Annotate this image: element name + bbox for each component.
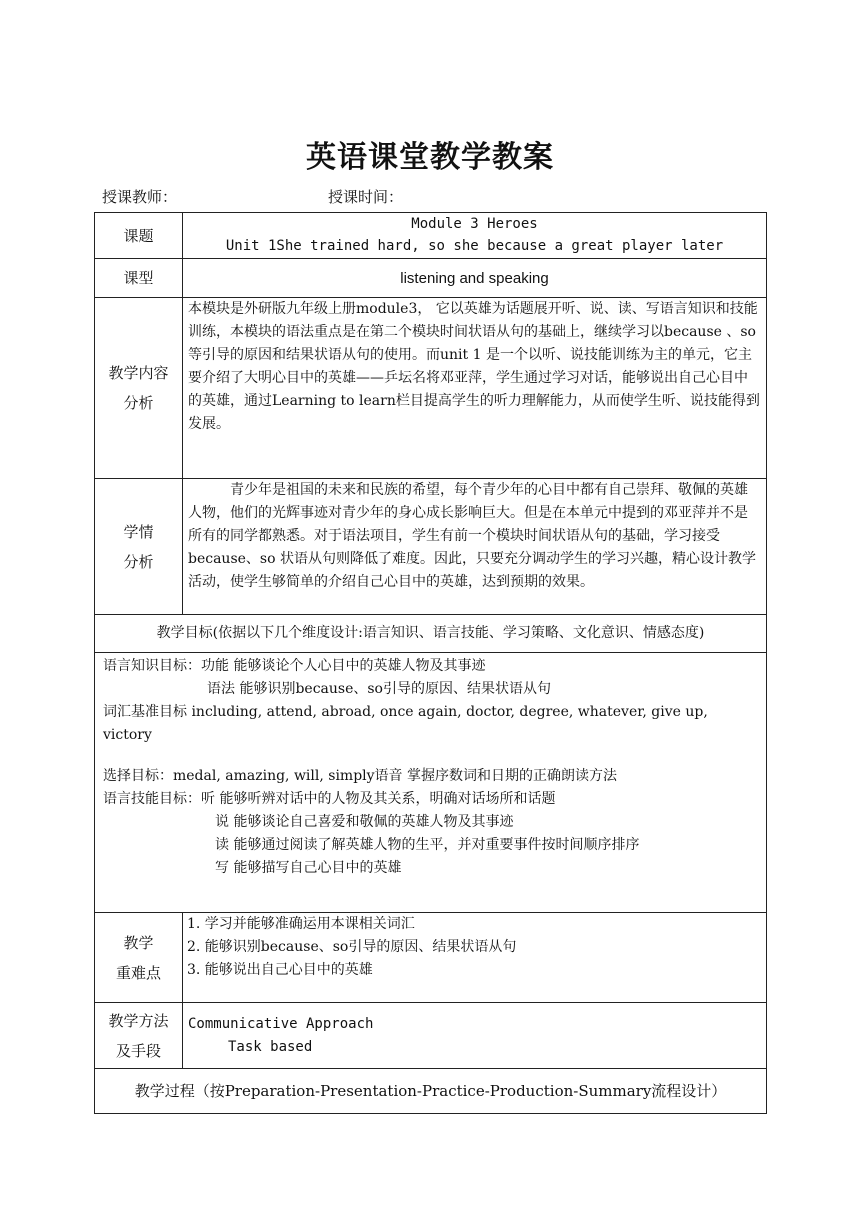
- goals-line-2: 语法 能够识别because、so引导的原因、结果状语从句: [207, 681, 551, 697]
- method-label-line-2: 及手段: [115, 1041, 161, 1060]
- method-label: [95, 1003, 183, 1069]
- content-label-line-1: 教学内容: [108, 364, 169, 382]
- goals-line-1: 语言知识目标：功能 能够谈论个人心目中的英雄人物及其事迹: [103, 658, 486, 674]
- type-label: 课型: [95, 259, 183, 298]
- type-value: listening and speaking: [183, 259, 767, 298]
- method-value: [183, 1003, 767, 1069]
- teacher-label: 授课教师：: [102, 188, 178, 206]
- key-item-2: 2. 能够识别because、so引导的原因、结果状语从句: [187, 939, 517, 955]
- goals-header-row: [95, 615, 767, 653]
- content-text: 本模块是外研版九年级上册module3， 它以英雄为话题展开听、说、读、写语言知识和技能训练，本模块的语法重点是在第二个模块时间状语从句的基础上，继续学习以because 、so 等引导的原因和结果状语从句的使用。而unit 1 是一个以听、说技能训练为主的单元，它主要介绍了大明心目中的英雄——乒坛名将邓亚萍，学生通过学习对话，能够说出自己心目中的英雄，通过Learning to learn栏目提高学生的听力理解能力，从而使学生听、说技能得到发展。: [183, 298, 767, 479]
- key-points: [183, 913, 767, 1003]
- method-line-1: Communicative Approach: [188, 1015, 374, 1032]
- key-row: [95, 913, 767, 1003]
- key-label: [95, 913, 183, 1003]
- goals-text: [95, 653, 767, 913]
- method-row: [95, 1003, 767, 1069]
- time-label: 授课时间：: [328, 188, 404, 206]
- key-item-3: 3. 能够说出自己心目中的英雄: [187, 962, 373, 978]
- goals-row: [95, 653, 767, 913]
- lesson-plan-table: [94, 212, 767, 1114]
- goals-line-3: 词汇基准目标 including, attend, abroad, once again, doctor, degree, whatever, give up, victory: [103, 704, 708, 743]
- process-header: 教学过程（按Preparation-Presentation-Practice-Production-Summary流程设计）: [95, 1069, 767, 1114]
- topic-value: [183, 213, 767, 259]
- key-label-line-1: 教学: [123, 933, 154, 952]
- students-label: [95, 479, 183, 615]
- key-label-line-2: 重难点: [115, 963, 161, 982]
- content-label-line-2: 分析: [123, 394, 154, 412]
- goals-header: 教学目标(依据以下几个维度设计:语言知识、语言技能、学习策略、文化意识、情感态度): [95, 615, 767, 653]
- students-label-line-1: 学情: [123, 522, 154, 541]
- students-text: 青少年是祖国的未来和民族的希望，每个青少年的心目中都有自己崇拜、敬佩的英雄人物，他们的光辉事迹对青少年的身心成长影响巨大。但是在本单元中提到的邓亚萍并不是所有的同学都熟悉。对于语法项目，学生有前一个模块时间状语从句的基础，学习接受because、so 状语从句则降低了难度。因此，只要充分调动学生的学习兴趣，精心设计教学活动，使学生够简单的介绍自己心目中的英雄，达到预期的效果。: [183, 479, 767, 615]
- goals-line-7: 读 能够通过阅读了解英雄人物的生平，并对重要事件按时间顺序排序: [215, 837, 640, 853]
- content-row: [95, 298, 767, 479]
- topic-label: 课题: [95, 213, 183, 259]
- students-row: [95, 479, 767, 615]
- goals-blank-line: [103, 747, 758, 765]
- document-title: 英语课堂教学教案: [306, 140, 554, 175]
- topic-line-2: Unit 1She trained hard, so she because a great player later: [225, 238, 724, 254]
- content-label: [95, 298, 183, 479]
- process-header-row: [95, 1069, 767, 1114]
- method-line-2: Task based: [228, 1038, 313, 1055]
- goals-line-6: 说 能够谈论自己喜爱和敬佩的英雄人物及其事迹: [215, 814, 514, 830]
- topic-line-1: Module 3 Heroes: [411, 216, 538, 232]
- topic-row: [95, 213, 767, 259]
- type-row: [95, 259, 767, 298]
- students-label-line-2: 分析: [123, 552, 154, 571]
- key-item-1: 1. 学习并能够准确运用本课相关词汇: [187, 916, 415, 932]
- goals-line-4: 选择目标：medal, amazing, will, simply语音 掌握序数词和日期的正确朗读方法: [103, 768, 617, 784]
- goals-line-5: 语言技能目标：听 能够听辨对话中的人物及其关系，明确对话场所和话题: [103, 791, 556, 807]
- method-label-line-1: 教学方法: [108, 1011, 169, 1030]
- goals-line-8: 写 能够描写自己心目中的英雄: [215, 860, 402, 876]
